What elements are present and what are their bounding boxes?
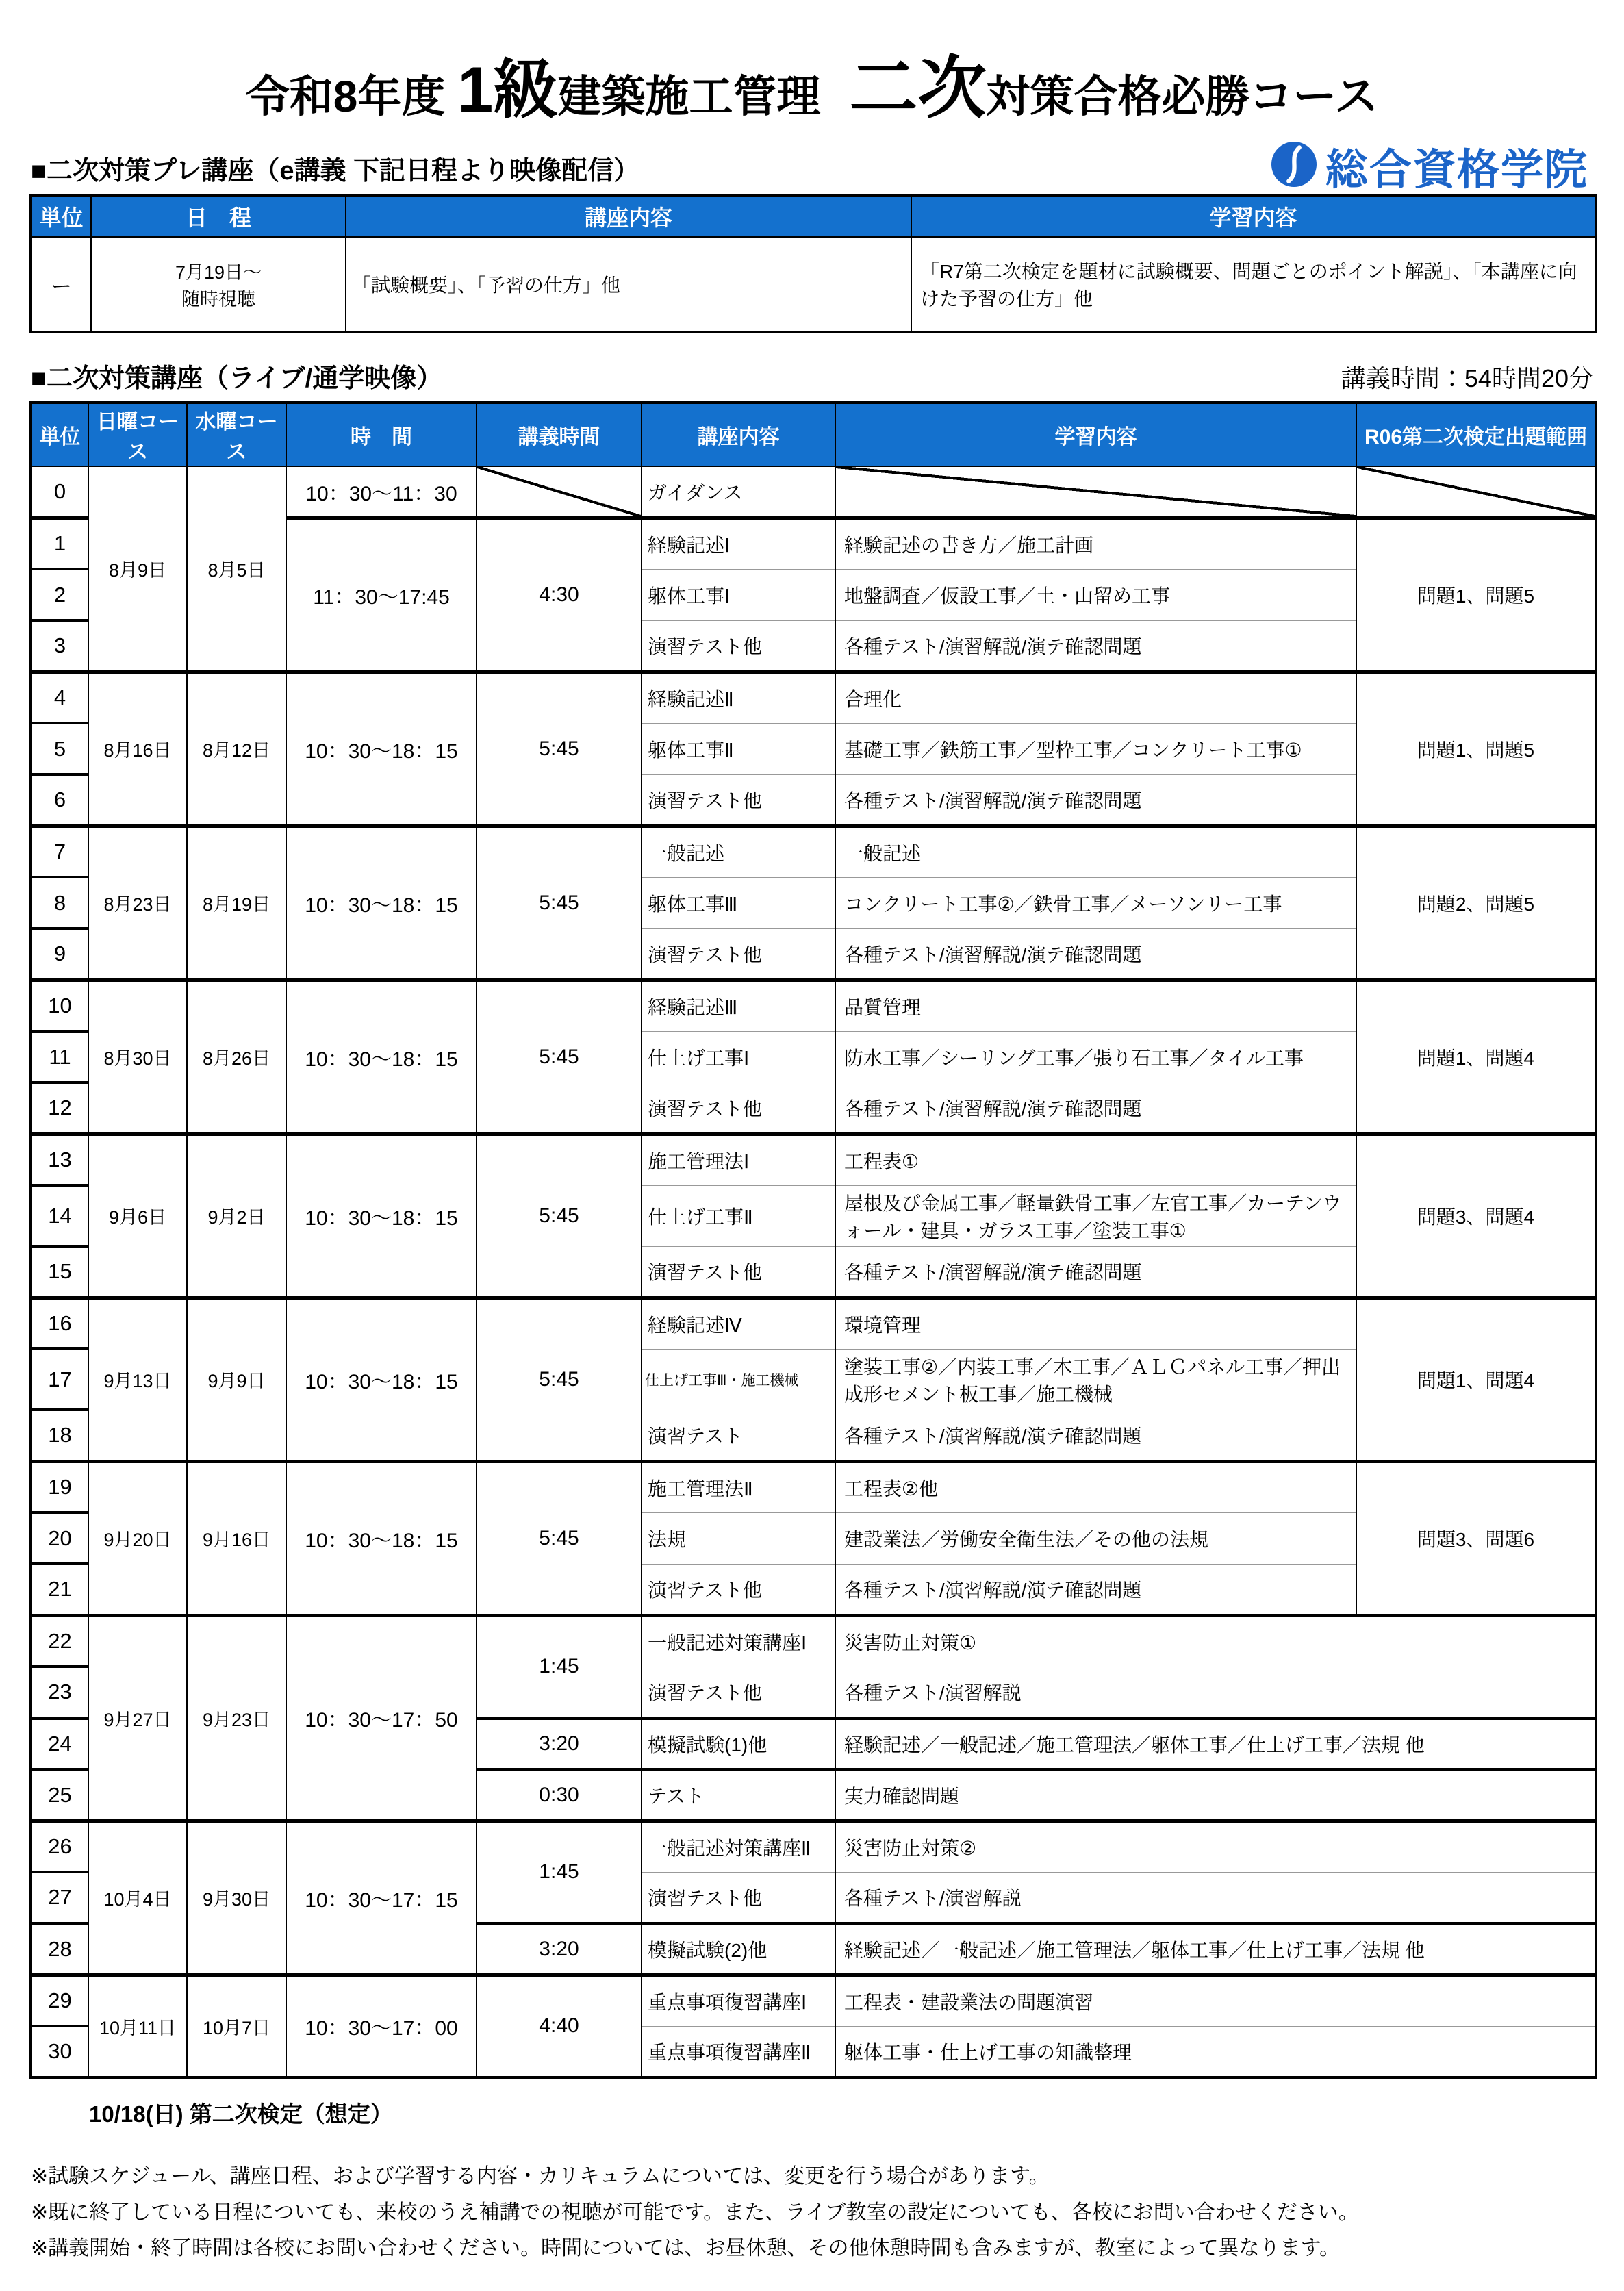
header-course: 講座内容 [642,403,835,466]
wednesday-date-cell: 10月7日 [187,1975,286,2077]
study-cell: 工程表②他 [835,1461,1356,1512]
wednesday-date-cell: 9月30日 [187,1821,286,1975]
range-cell: 問題1、問題4 [1356,980,1596,1134]
study-cell: 塗装工事②／内装工事／木工事／ＡＬＣパネル工事／押出成形セメント板工事／施工機械 [835,1349,1356,1410]
course-cell: 一般記述対策講座Ⅱ [642,1821,835,1872]
duration-cell: 4:30 [477,518,642,672]
time-cell: 10：30～18：15 [286,980,477,1134]
pre-course-table [29,194,1597,333]
study-cell: 災害防止対策② [835,1821,1596,1872]
unit-cell: 0 [31,466,88,518]
unit-cell: 22 [31,1615,88,1667]
study-cell: 合理化 [835,672,1356,723]
footnote-line: ※既に終了している日程についても、来校のうえ補講での視聴が可能です。また、ライブ教室の設定についても、各校にお問い合わせください。 [31,2201,1359,2224]
range-cell: 問題2、問題5 [1356,826,1596,980]
unit-cell: 5 [31,723,88,774]
unit-cell: 9 [31,928,88,980]
course-cell: 経験記述Ⅳ [642,1298,835,1349]
course-cell: 施工管理法Ⅱ [642,1461,835,1512]
duration-cell: 5:45 [477,980,642,1134]
study-cell: 各種テスト/演習解説 [835,1667,1596,1718]
table-row-unit-13 [31,1134,1596,1185]
study-cell: 躯体工事・仕上げ工事の知識整理 [835,2026,1596,2077]
main-header-row [31,403,1596,466]
sunday-date-cell: 9月20日 [88,1461,187,1615]
unit-cell: 11 [31,1031,88,1083]
pre-header-date: 日 程 [91,195,346,237]
pre-course-row [31,237,1596,332]
study-cell: 災害防止対策① [835,1615,1596,1667]
title-course-name: 対策合格必勝コース [986,72,1379,121]
school-logo-text: 総合資格学院 [1325,147,1588,194]
unit-cell: 28 [31,1923,88,1975]
unit-cell: 23 [31,1667,88,1718]
sunday-date-cell: 9月13日 [88,1298,187,1461]
study-cell: 各種テスト/演習解説 [835,1872,1596,1923]
time-cell: 10：30～18：15 [286,1461,477,1615]
study-cell: 基礎工事／鉄筋工事／型枠工事／コンクリート工事① [835,723,1356,774]
wednesday-date-cell: 9月9日 [187,1298,286,1461]
pre-course-cell: 「試験概要」、「予習の仕方」他 [346,237,911,332]
duration-cell: 1:45 [477,1821,642,1923]
header-sunday: 日曜コース [88,403,187,466]
pre-course-header-row [31,195,1596,237]
study-cell: 一般記述 [835,826,1356,877]
study-cell: 環境管理 [835,1298,1356,1349]
course-cell: 演習テスト他 [642,928,835,980]
sunday-date-cell: 8月16日 [88,672,187,826]
study-cell: 防水工事／シーリング工事／張り石工事／タイル工事 [835,1031,1356,1083]
study-cell: 経験記述／一般記述／施工管理法／躯体工事／仕上げ工事／法規 他 [835,1923,1596,1975]
course-cell: 演習テスト [642,1410,835,1461]
duration-cell: 0:30 [477,1769,642,1821]
duration-cell: 5:45 [477,672,642,826]
course-cell: 一般記述 [642,826,835,877]
course-cell: 演習テスト他 [642,1083,835,1134]
pre-date-cell [91,237,346,332]
unit-cell: 25 [31,1769,88,1821]
time-cell: 10：30～17：00 [286,1975,477,2077]
study-cell: 各種テスト/演習解説/演テ確認問題 [835,774,1356,826]
table-row-unit-0 [31,466,1596,518]
course-cell: 演習テスト他 [642,1246,835,1298]
unit-cell: 19 [31,1461,88,1512]
study-diagonal-cell [835,466,1356,518]
sunday-date-cell: 9月6日 [88,1134,187,1298]
pre-date-line1: 7月19日～ [175,262,262,283]
unit-cell: 27 [31,1872,88,1923]
study-cell: 各種テスト/演習解説/演テ確認問題 [835,1246,1356,1298]
header-duration: 講義時間 [477,403,642,466]
course-cell: 法規 [642,1512,835,1564]
duration-cell: 5:45 [477,1134,642,1298]
time-cell: 10：30～18：15 [286,1134,477,1298]
sunday-date-cell: 8月30日 [88,980,187,1134]
sunday-date-cell: 10月4日 [88,1821,187,1975]
study-cell: 品質管理 [835,980,1356,1031]
study-cell: 建設業法／労働安全衛生法／その他の法規 [835,1512,1356,1564]
title-subject: 建築施工管理 [557,72,821,121]
table-row-unit-22 [31,1615,1596,1667]
course-cell: テスト [642,1769,835,1821]
course-cell: 重点事項復習講座Ⅰ [642,1975,835,2026]
duration-cell: 5:45 [477,1461,642,1615]
course-cell: 経験記述Ⅲ [642,980,835,1031]
guidance-time-cell: 10：30～11：30 [286,466,477,518]
title-era: 令和8年度 [245,72,458,121]
table-row-unit-10 [31,980,1596,1031]
unit-cell: 15 [31,1246,88,1298]
title-grade: 1級 [457,53,558,125]
pre-date-line2: 随時視聴 [181,289,255,309]
unit-cell: 30 [31,2026,88,2077]
course-cell: 躯体工事Ⅲ [642,877,835,928]
course-cell: 躯体工事Ⅰ [642,569,835,620]
unit-cell: 26 [31,1821,88,1872]
pre-course-heading: ■二次対策プレ講座（e講義 下記日程より映像配信） [31,157,640,186]
duration-diagonal-cell [477,466,642,518]
course-cell: 演習テスト他 [642,620,835,672]
duration-cell: 5:45 [477,1298,642,1461]
unit-cell: 29 [31,1975,88,2026]
footnote-line: ※講義開始・終了時間は各校にお問い合わせください。時間については、お昼休憩、その他休憩時間も含みますが、教室によって異なります。 [31,2237,1341,2260]
wednesday-date-cell: 9月2日 [187,1134,286,1298]
wednesday-date-cell: 8月19日 [187,826,286,980]
time-cell: 10：30～18：15 [286,826,477,980]
school-logo [1269,136,1588,197]
unit-cell: 16 [31,1298,88,1349]
course-cell: ガイダンス [642,466,835,518]
unit-cell: 21 [31,1564,88,1615]
course-cell: 重点事項復習講座Ⅱ [642,2026,835,2077]
pre-header-course: 講座内容 [346,195,911,237]
course-cell: 一般記述対策講座Ⅰ [642,1615,835,1667]
study-cell: 各種テスト/演習解説/演テ確認問題 [835,1083,1356,1134]
course-cell: 仕上げ工事Ⅱ [642,1185,835,1246]
unit-cell: 12 [31,1083,88,1134]
main-course-heading-bar [31,357,1593,394]
unit-cell: 1 [31,518,88,569]
course-cell: 演習テスト他 [642,1872,835,1923]
unit-cell: 18 [31,1410,88,1461]
course-cell: 経験記述Ⅱ [642,672,835,723]
main-course-table [29,401,1597,2079]
sunday-date-cell: 8月23日 [88,826,187,980]
footnote-line: ※試験スケジュール、講座日程、および学習する内容・カリキュラムについては、変更を行う場合があります。 [31,2165,1050,2188]
study-cell: 各種テスト/演習解説/演テ確認問題 [835,1564,1356,1615]
course-cell: 演習テスト他 [642,774,835,826]
study-cell: 実力確認問題 [835,1769,1596,1821]
header-wednesday: 水曜コース [187,403,286,466]
duration-cell: 5:45 [477,826,642,980]
range-cell: 問題1、問題4 [1356,1298,1596,1461]
header-range: R06第二次検定出題範囲 [1356,403,1596,466]
course-cell: 経験記述Ⅰ [642,518,835,569]
study-cell: 屋根及び金属工事／軽量鉄骨工事／左官工事／カーテンウォール・建具・ガラス工事／塗装工事① [835,1185,1356,1246]
course-cell: 施工管理法Ⅰ [642,1134,835,1185]
sunday-date-cell: 8月9日 [88,466,187,672]
main-course-heading: ■二次対策講座（ライブ/通学映像） [31,364,443,393]
pre-study-cell: 「R7第二次検定を題材に試験概要、問題ごとのポイント解説」、「本講座に向けた予習の仕方」他 [911,237,1596,332]
unit-cell: 17 [31,1349,88,1410]
wednesday-date-cell: 8月12日 [187,672,286,826]
course-schedule-page [0,33,1624,2291]
unit-cell: 4 [31,672,88,723]
study-cell: 工程表① [835,1134,1356,1185]
unit-cell: 10 [31,980,88,1031]
header-study: 学習内容 [835,403,1356,466]
time-cell: 10：30～18：15 [286,672,477,826]
sunday-date-cell: 9月27日 [88,1615,187,1821]
course-cell: 躯体工事Ⅱ [642,723,835,774]
wednesday-date-cell: 8月5日 [187,466,286,672]
sunday-date-cell: 10月11日 [88,1975,187,2077]
pre-header-unit: 単位 [31,195,91,237]
unit-cell: 8 [31,877,88,928]
school-logo-icon [1269,140,1319,192]
page-title [0,33,1624,131]
unit-cell: 20 [31,1512,88,1564]
study-cell: 各種テスト/演習解説/演テ確認問題 [835,1410,1356,1461]
course-cell: 演習テスト他 [642,1564,835,1615]
study-cell: 工程表・建設業法の問題演習 [835,1975,1596,2026]
study-cell: コンクリート工事②／鉄骨工事／メーソンリー工事 [835,877,1356,928]
course-cell: 演習テスト他 [642,1667,835,1718]
total-lecture-time: 講義時間：54時間20分 [1341,364,1593,392]
pre-unit-cell: ー [31,237,91,332]
footnotes [31,2159,1624,2267]
unit-cell: 24 [31,1718,88,1769]
table-row-unit-16 [31,1298,1596,1349]
exam-date-note: 10/18(日) 第二次検定（想定） [89,2101,393,2127]
time-cell: 10：30～18：15 [286,1298,477,1461]
unit-cell: 7 [31,826,88,877]
unit-cell: 14 [31,1185,88,1246]
title-secondary: 二次 [849,50,987,127]
course-cell: 模擬試験(1)他 [642,1718,835,1769]
table-row-unit-4 [31,672,1596,723]
wednesday-date-cell: 8月26日 [187,980,286,1134]
range-cell: 問題1、問題5 [1356,518,1596,672]
time-cell: 10：30～17：15 [286,1821,477,1975]
course-cell: 仕上げ工事Ⅲ・施工機械 [642,1349,835,1410]
study-cell: 経験記述／一般記述／施工管理法／躯体工事／仕上げ工事／法規 他 [835,1718,1596,1769]
study-cell: 各種テスト/演習解説/演テ確認問題 [835,928,1356,980]
unit-cell: 2 [31,569,88,620]
table-row-unit-26 [31,1821,1596,1872]
header-unit: 単位 [31,403,88,466]
wednesday-date-cell: 9月16日 [187,1461,286,1615]
duration-cell: 3:20 [477,1923,642,1975]
range-cell: 問題3、問題4 [1356,1134,1596,1298]
time-cell: 10：30～17：50 [286,1615,477,1821]
unit-cell: 6 [31,774,88,826]
duration-cell: 1:45 [477,1615,642,1718]
study-cell: 各種テスト/演習解説/演テ確認問題 [835,620,1356,672]
range-diagonal-cell [1356,466,1596,518]
study-cell: 経験記述の書き方／施工計画 [835,518,1356,569]
course-cell: 仕上げ工事Ⅰ [642,1031,835,1083]
header-time: 時 間 [286,403,477,466]
table-row-unit-29 [31,1975,1596,2026]
duration-cell: 3:20 [477,1718,642,1769]
wednesday-date-cell: 9月23日 [187,1615,286,1821]
unit-cell: 3 [31,620,88,672]
duration-cell: 4:40 [477,1975,642,2077]
pre-header-study: 学習内容 [911,195,1596,237]
table-row-unit-7 [31,826,1596,877]
range-cell: 問題1、問題5 [1356,672,1596,826]
study-cell: 地盤調査／仮設工事／土・山留め工事 [835,569,1356,620]
unit-cell: 13 [31,1134,88,1185]
table-row-unit-19 [31,1461,1596,1512]
course-cell: 模擬試験(2)他 [642,1923,835,1975]
time-cell: 11：30～17:45 [286,518,477,672]
range-cell: 問題3、問題6 [1356,1461,1596,1615]
